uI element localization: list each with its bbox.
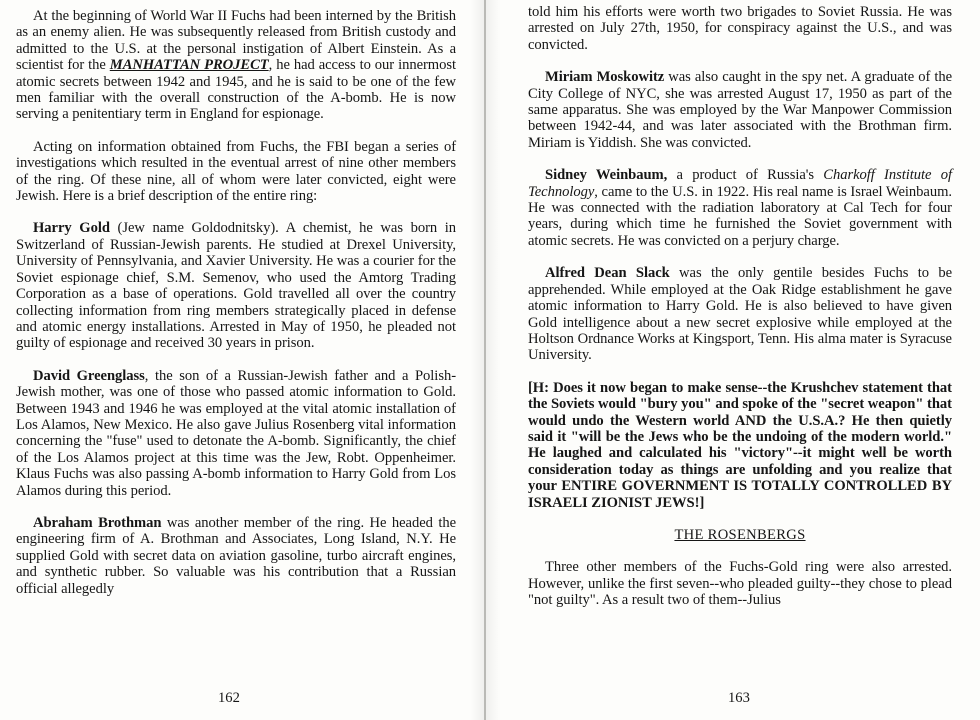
left-paragraph-harry-gold	[16, 220, 456, 351]
left-paragraph-fuchs-background	[16, 8, 456, 123]
text-fragment: (Jew name Goldodnitsky). A chemist, he was born in Switzerland of Russian-Jewish parents. He studied at Drexel University, University of Pennsylvania, and Xavier University. He was a courier for the Soviet espionage chief, S.M. Semenov, who used the Amtorg Trading Corporation as a base of operations. Gold travelled all over the country collecting information from ring members strategically placed in defense and atomic energy installations. Arrested in May of 1950, he pleaded not guilty of espionage and received 30 years in prison.	[16, 220, 456, 352]
manhattan-project-title: MANHATTAN PROJECT	[109, 57, 269, 74]
right-paragraph-alfred-dean-slack	[528, 265, 952, 363]
text-fragment: , the son of a Russian-Jewish father and a Polish-Jewish mother, was one of those who passed atomic information to Gold. Between 1943 and 1946 he was employed at the vital atomic installation of Los Alamos, New Mexico. He also gave Julius Rosenberg vital information concerning the "fuse" used to detonate the A-bomb. Significantly, the chief of the Los Alamos project at this time was the Jew, Robt. Oppenheimer. Klaus Fuchs was also passing A-bomb information to Harry Gold from Los Alamos during this period.	[16, 367, 457, 499]
section-heading-rosenbergs: THE ROSENBERGS	[674, 526, 806, 543]
right-paragraph-continuation: told him his efforts were worth two brigades to Soviet Russia. He was arrested on July 27th, 1950, for conspiracy against the U.S., and was convicted.	[528, 4, 952, 53]
text-fragment: was also caught in the spy net. A graduate of the City College of NYC, she was arrested August 17, 1950 as part of the same apparatus. She was employed by the War Manpower Commission between 1942-44, and was later associated with the Brothman firm. Miriam is Yiddish. She was convicted.	[528, 69, 952, 151]
text-fragment: was the only gentile besides Fuchs to be apprehended. While employed at the Oak Ridge establishment he gave atomic information to Harry Gold. He is also believed to have given Gold intelligence about a new secret explosive while employed at the Holtson Ordnance Works at Kingsport, Tenn. His alma mater is Syracuse University.	[528, 265, 952, 364]
text-fragment: , came to the U.S. in 1922. His real name is Israel Weinbaum. He was connected with the radiation laboratory at Cal Tech for four years, during which time he furnished the Soviet government with atomic secrets. He was convicted on a perjury charge.	[528, 183, 952, 249]
person-name-sidney-weinbaum: Sidney Weinbaum,	[545, 167, 668, 184]
right-paragraph-rosenbergs: Three other members of the Fuchs-Gold ring were also arrested. However, unlike the first seven--who pleaded guilty--they chose to plead "not guilty". As a result two of them--Julius	[528, 559, 952, 609]
right-page	[486, 0, 980, 720]
person-name-david-greenglass: David Greenglass	[33, 367, 145, 384]
page-number-left: 162	[218, 690, 240, 706]
text-fragment: , he had access to our innermost atomic secrets between 1942 and 1945, and he is said to be one of the few men familiar with the overall construction of the A-bomb. He is now serving a penitentiary term in England for espionage.	[16, 57, 456, 123]
left-paragraph-fbi-investigation: Acting on information obtained from Fuchs, the FBI began a series of investigations which resulted in the eventual arrest of nine other members of the ring. Of these nine, all of whom were later convicted, eight were Jewish. Here is a brief description of the entire ring:	[16, 138, 456, 205]
right-paragraph-miriam-moskowitz	[528, 69, 952, 151]
left-paragraph-david-greenglass	[16, 368, 456, 499]
editor-note: [H: Does it now began to make sense--the Krushchev statement that the Soviets would "bury you" and spoke of the "secret weapon" that would undo the Western world AND the U.S.A.? He then quietly said it "will be the Jews who be the undoing of the modern world." He laughed and calculated his "victory"--it might well be worth consideration today as things are unfolding and you realize that your ENTIRE GOVERNMENT IS TOTALLY CONTROLLED BY ISRAELI ZIONIST JEWS!]	[528, 379, 952, 511]
left-paragraph-abraham-brothman	[16, 515, 456, 597]
person-name-harry-gold: Harry Gold	[33, 220, 110, 237]
left-page	[0, 0, 486, 720]
text-fragment: At the beginning of World War II Fuchs had been interned by the British as an enemy alien. He was subsequently released from British custody and admitted to the U.S. at the personal instigation of Albert Einstein. As a scientist for the	[16, 8, 456, 74]
right-paragraph-sidney-weinbaum	[528, 167, 952, 249]
person-name-alfred-dean-slack: Alfred Dean Slack	[545, 265, 670, 282]
page-number-right: 163	[728, 690, 750, 706]
person-name-miriam-moskowitz: Miriam Moskowitz	[545, 69, 665, 86]
text-fragment: was another member of the ring. He headed the engineering firm of A. Brothman and Associates, Long Island, N.Y. He supplied Gold with secret data on aviation gasoline, turbo aircraft engines, and synthetic rubber. So valuable was his contribution that a Russian official allegedly	[16, 514, 456, 597]
person-name-abraham-brothman: Abraham Brothman	[33, 514, 162, 531]
institute-name: Charkoff Institute of Technology	[528, 167, 952, 200]
text-fragment: a product of Russia's	[667, 167, 824, 184]
